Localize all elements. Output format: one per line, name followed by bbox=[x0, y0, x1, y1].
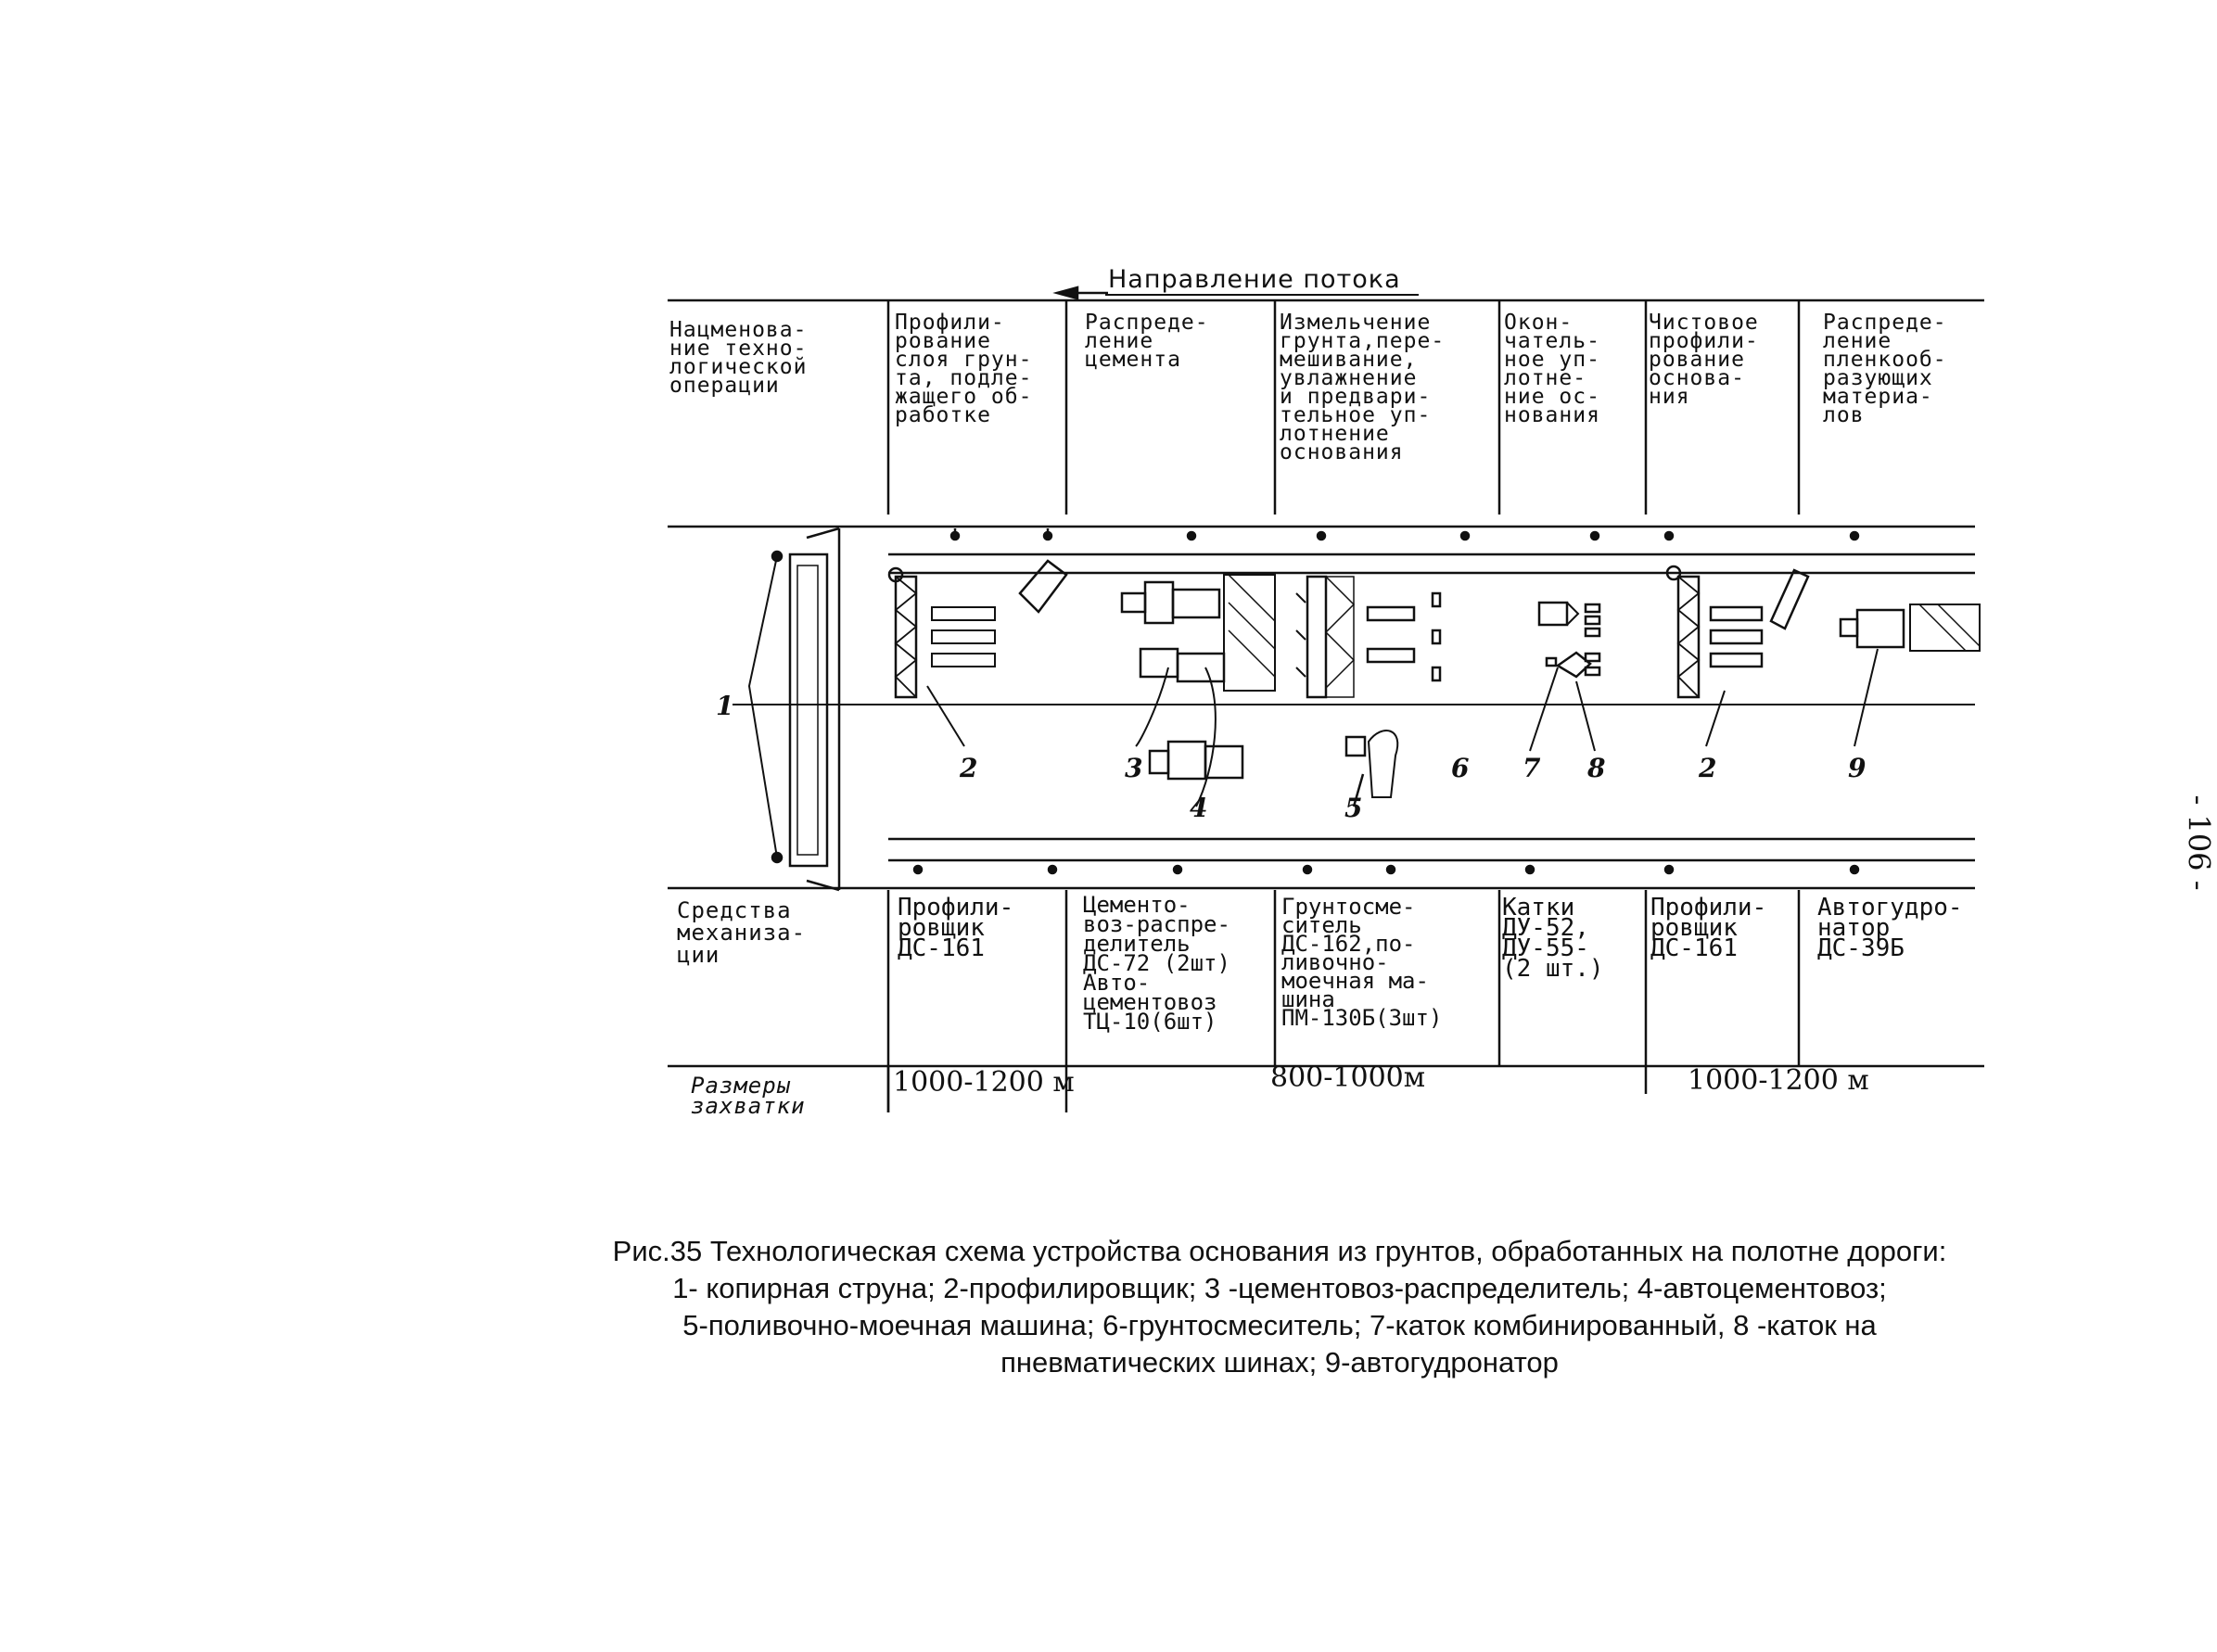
figure-caption bbox=[408, 1233, 2151, 1381]
callout-label-8: 8 bbox=[1587, 753, 1606, 783]
callout-label-9: 9 bbox=[1848, 753, 1867, 783]
callout-label-3: 3 bbox=[1125, 753, 1143, 783]
row-header-capture-size: Размеры захватки bbox=[691, 1073, 806, 1119]
row-header-mechanization: Средства механиза- ции bbox=[677, 897, 807, 968]
flow-direction-label: Направление потока bbox=[1108, 265, 1401, 294]
string-pegs-top bbox=[951, 528, 1858, 540]
callout-label-6: 6 bbox=[1451, 753, 1470, 783]
operation-header-5: Чистовое профили- рование основа- ния bbox=[1649, 311, 1759, 409]
machine-cell-1: Профили- ровщик ДС-161 bbox=[898, 894, 1014, 962]
operation-header-6: Распреде- ление пленкооб- разующих материа- лов bbox=[1823, 311, 1947, 427]
profiler-machine-2 bbox=[1667, 566, 1808, 746]
caption-line-2: 1- копирная струна; 2-профилировщик; 3 -цементовоз-распределитель; 4-автоцементовоз; bbox=[672, 1272, 1887, 1304]
flow-arrow-head bbox=[1057, 287, 1077, 299]
row-header-operation: Нацменова- ние техно- логической операции bbox=[669, 318, 808, 398]
machine-cell-6: Автогудро- натор ДС-39Б bbox=[1817, 894, 1963, 962]
machine-cell-5: Профили- ровщик ДС-161 bbox=[1650, 894, 1767, 962]
callout-label-1: 1 bbox=[716, 691, 734, 721]
operation-header-1: Профили- рование слоя грун- та, подле- жащего об- работке bbox=[895, 311, 1033, 427]
machine-cell-3: Грунтосме- ситель ДС-162,по- ливочно- моечная ма- шина ПМ-130Б(3шт) bbox=[1281, 894, 1443, 1031]
profiler-machine-1 bbox=[889, 561, 1066, 746]
string-pegs-bottom bbox=[914, 866, 1858, 873]
screed-beam bbox=[790, 554, 827, 866]
capture-size-2: 800-1000м bbox=[1270, 1061, 1426, 1094]
caption-line-1: Рис.35 Технологическая схема устройства основания из грунтов, обработанных на полотне дороги: bbox=[612, 1235, 1947, 1267]
callout-label-2: 2 bbox=[960, 753, 978, 783]
capture-size-1: 1000-1200 м bbox=[893, 1066, 1075, 1099]
cement-distributor bbox=[1122, 575, 1275, 807]
page-number: - 106 - bbox=[2181, 794, 2217, 891]
road-edges bbox=[668, 527, 1975, 888]
bitumen-distributor bbox=[1841, 604, 1980, 746]
callout-label-2b: 2 bbox=[1699, 753, 1717, 783]
copy-string-end bbox=[807, 528, 839, 890]
soil-mixer bbox=[1296, 577, 1440, 807]
caption-line-4: пневматических шинах; 9-автогудронатор bbox=[1000, 1346, 1559, 1379]
machine-cell-2: Цементо- воз-распре- делитель ДС-72 (2шт) Авто- цементовоз ТЦ-10(6шт) bbox=[1083, 892, 1230, 1035]
operation-header-3: Измельчение грунта,пере- мешивание, увлажнение и предвари- тельное уп- лотнение основания bbox=[1280, 311, 1446, 464]
callout-label-4: 4 bbox=[1190, 793, 1208, 823]
caption-line-3: 5-поливочно-моечная машина; 6-грунтосмеситель; 7-каток комбинированный, 8 -каток на bbox=[682, 1309, 1877, 1341]
copy-string bbox=[749, 556, 777, 858]
operation-header-4: Окон- чатель- ное уп- лотне- ние ос- нования bbox=[1504, 311, 1600, 427]
callout-label-5: 5 bbox=[1344, 793, 1363, 823]
machine-cell-4: Катки ДУ-52, ДУ-55- (2 шт.) bbox=[1502, 894, 1604, 983]
operation-header-2: Распреде- ление цемента bbox=[1085, 311, 1209, 372]
capture-size-3: 1000-1200 м bbox=[1688, 1064, 1869, 1097]
rollers bbox=[1530, 603, 1599, 751]
callout-label-7: 7 bbox=[1523, 753, 1541, 783]
